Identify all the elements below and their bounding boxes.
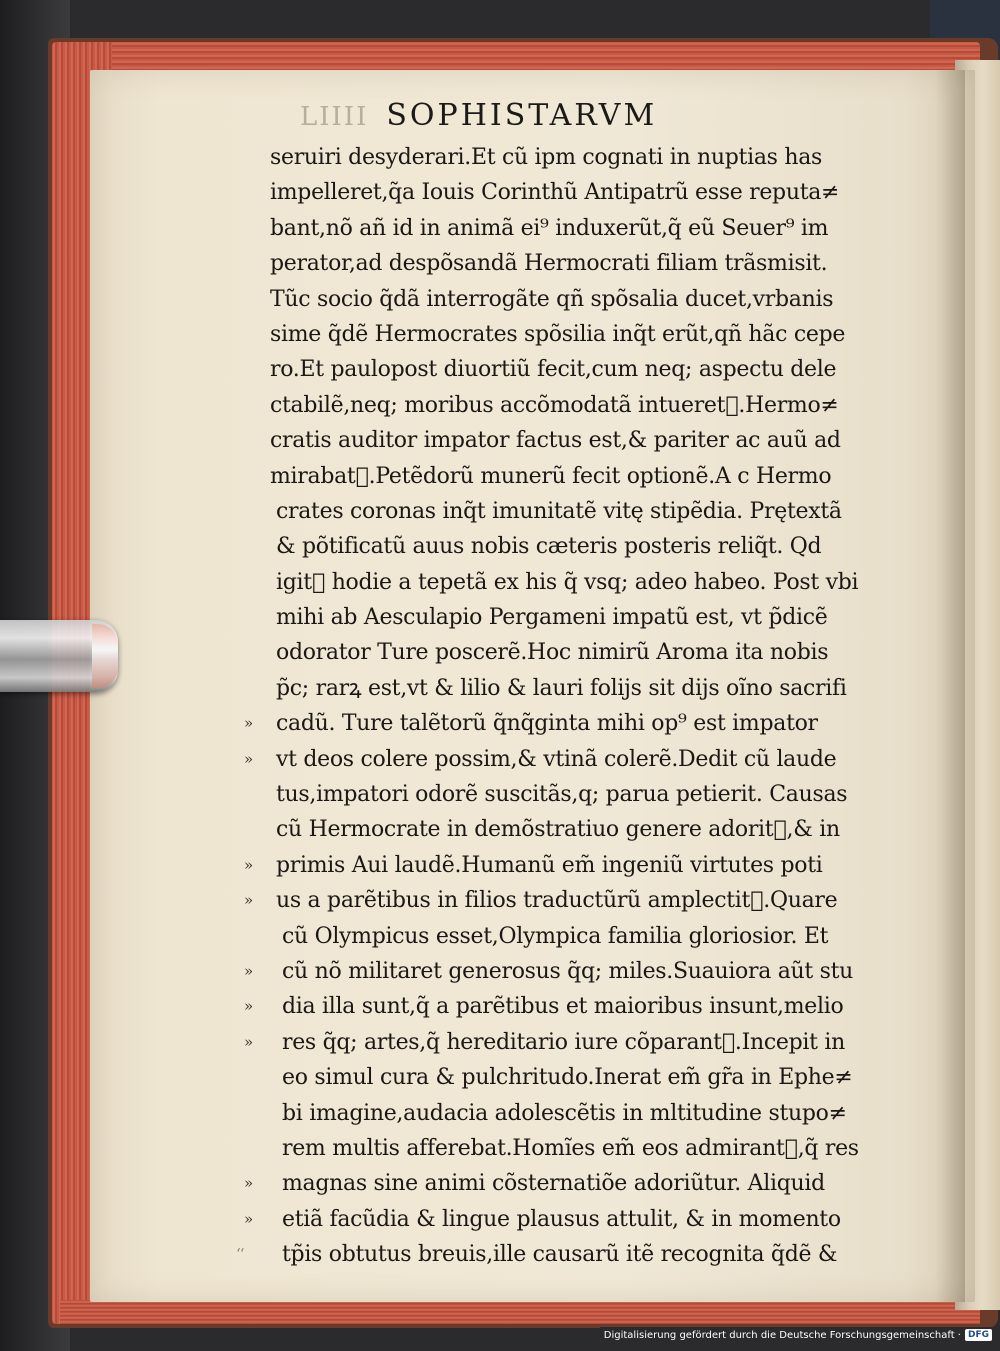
- line-text: igit᷑ hodie a tepetã ex his q̃ vsq; adeo habeo. Post vbi: [276, 569, 859, 595]
- margin-quote-marker: »: [244, 855, 253, 874]
- line-text: & põtificatũ auus nobis cæteris posteris reliq̃t. Qd: [276, 534, 822, 560]
- text-line: [230, 812, 910, 847]
- text-line: [230, 317, 910, 352]
- line-text: cũ Hermocrate in demõstratiuo genere adorit᷑,& in: [276, 817, 840, 843]
- margin-quote-marker: »: [244, 1032, 253, 1051]
- text-line: [230, 352, 910, 387]
- text-line: [230, 777, 910, 812]
- line-text: primis Aui laudẽ.Humanũ em̃ ingeniũ virtutes poti: [276, 852, 823, 878]
- text-line: [230, 529, 910, 564]
- margin-quote-marker: »: [244, 714, 253, 733]
- text-line: [230, 706, 910, 741]
- text-line: [230, 1060, 910, 1095]
- line-text: crates coronas inq̃t imunitatẽ vitę stipẽdia. Prętextã: [276, 498, 842, 524]
- margin-quote-marker: »: [244, 961, 253, 980]
- credit-text: Digitalisierung gefördert durch die Deutsche Forschungsgemeinschaft ·: [603, 1329, 961, 1341]
- line-text: sime q̃dẽ Hermocrates spõsilia inq̃t erũt,qñ hãc cepe: [270, 321, 846, 347]
- text-line: [230, 1096, 910, 1131]
- text-line: [230, 388, 910, 423]
- text-line: [230, 600, 910, 635]
- folio-number: LIIII: [300, 102, 369, 132]
- margin-quote-marker: »: [244, 997, 253, 1016]
- line-text: cadũ. Ture talẽtorũ q̃nq̃ginta mihi op⁹ est impator: [276, 711, 818, 737]
- text-line: [230, 848, 910, 883]
- margin-quote-marker: ‘‘: [236, 1245, 244, 1264]
- text-line: [230, 140, 910, 175]
- text-line: [230, 671, 910, 706]
- text-line: [230, 1202, 910, 1237]
- text-line: [230, 954, 910, 989]
- line-text: res q̃q; artes,q̃ hereditario iure cõparant᷑.Incepit in: [282, 1029, 845, 1055]
- text-line: [230, 989, 910, 1024]
- line-text: cũ nõ militaret generosus q̃q; miles.Suauiora aũt stu: [282, 958, 854, 984]
- gutter-shadow: [935, 70, 965, 1302]
- footer-credit: [600, 1327, 996, 1343]
- line-text: dia illa sunt,q̃ a parẽtibus et maioribus insunt,melio: [282, 994, 844, 1020]
- line-text: seruiri desyderari.Et cũ ipm cognati in nuptias has: [270, 145, 823, 170]
- line-text: impelleret,q̃a Iouis Corinthũ Antipatrũ esse reputa≠: [270, 180, 840, 206]
- text-line: [230, 919, 910, 954]
- line-text: vt deos colere possim,& vtinã colerẽ.Dedit cũ laude: [276, 746, 837, 772]
- line-text: odorator Ture poscerẽ.Hoc nimirũ Aroma ita nobis: [276, 640, 829, 666]
- text-block: [230, 140, 910, 1273]
- line-text: tp̃is obtutus breuis,ille causarũ itẽ recognita q̃dẽ &: [282, 1242, 838, 1268]
- line-text: bant,nõ añ id in animã ei⁹ induxerũt,q̃ eũ Seuer⁹ im: [270, 215, 829, 241]
- page-edges-top: [60, 42, 980, 72]
- page-edges-bottom: [60, 1300, 980, 1324]
- page-title: SOPHISTARVM: [386, 98, 658, 133]
- page-clamp-tip: [92, 624, 118, 688]
- text-line: [230, 742, 910, 777]
- text-line: [230, 211, 910, 246]
- text-line: [230, 282, 910, 317]
- text-line: [230, 1131, 910, 1166]
- margin-quote-marker: »: [244, 749, 253, 768]
- line-text: mirabat᷑.Petẽdorũ munerũ fecit optionẽ.A c Hermo: [270, 463, 832, 489]
- line-text: mihi ab Aesculapio Pergameni impatũ est, vt p̃dicẽ: [276, 605, 828, 631]
- margin-quote-marker: »: [244, 1209, 253, 1228]
- line-text: magnas sine animi cõsternatiõe adoriũtur. Aliquid: [282, 1171, 825, 1197]
- line-text: ctabilẽ,neq; moribus accõmodatã intueret᷑.Hermo≠: [270, 392, 839, 418]
- text-line: [230, 565, 910, 600]
- line-text: perator,ad despõsandã Hermocrati filiam trãsmisit.: [270, 251, 828, 277]
- text-line: [230, 246, 910, 281]
- line-text: cũ Olympicus esset,Olympica familia gloriosior. Et: [282, 923, 829, 949]
- line-text: eo simul cura & pulchritudo.Inerat em̃ gr̃a in Ephe≠: [282, 1065, 853, 1091]
- line-text: us a parẽtibus in filios traductũrũ amplectit᷑.Quare: [276, 888, 838, 914]
- margin-quote-marker: »: [244, 1174, 253, 1193]
- text-line: [230, 459, 910, 494]
- text-line: [230, 635, 910, 670]
- line-text: Tũc socio q̃dã interrogãte qñ spõsalia ducet,vrbanis: [270, 286, 834, 312]
- margin-quote-marker: »: [244, 891, 253, 910]
- text-line: [230, 1025, 910, 1060]
- text-line: [230, 175, 910, 210]
- text-line: [230, 1237, 910, 1272]
- running-head: [300, 98, 820, 133]
- line-text: etiã facũdia & lingue plausus attulit, & in momento: [282, 1206, 841, 1232]
- line-text: tus,impatori odorẽ suscitãs,q; parua petierit. Causas: [276, 782, 848, 808]
- line-text: cratis auditor impator factus est,& pariter ac auũ ad: [270, 428, 841, 454]
- text-line: [230, 494, 910, 529]
- line-text: bi imagine,audacia adolescẽtis in mltitudine stupo≠: [282, 1100, 847, 1126]
- line-text: ro.Et paulopost diuortiũ fecit,cum neq; aspectu dele: [270, 357, 837, 383]
- line-text: p̃c; rarꝝ est,vt & lilio & lauri folijs sit dijs oĩno sacrifi: [276, 675, 847, 701]
- dfg-logo: DFG: [965, 1329, 992, 1341]
- text-line: [230, 423, 910, 458]
- text-line: [230, 883, 910, 918]
- line-text: rem multis afferebat.Homĩes em̃ eos admirant᷑,q̃ res: [282, 1135, 859, 1161]
- text-line: [230, 1166, 910, 1201]
